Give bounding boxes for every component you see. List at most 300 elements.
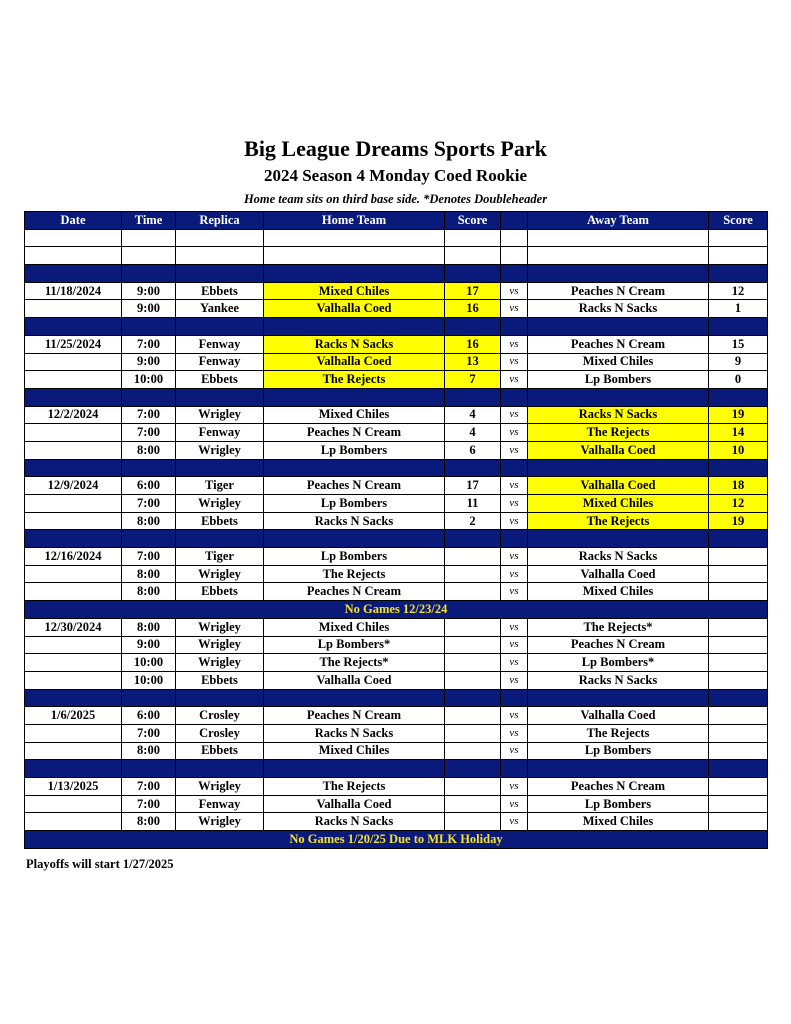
empty-cell bbox=[528, 229, 709, 247]
replica-cell: Wrigley bbox=[176, 618, 264, 636]
vs-cell: vs bbox=[501, 371, 528, 389]
blank-row bbox=[25, 229, 768, 247]
replica-cell: Ebbets bbox=[176, 512, 264, 530]
column-header-vs bbox=[501, 212, 528, 230]
vs-cell: vs bbox=[501, 495, 528, 513]
date-cell bbox=[25, 813, 122, 831]
away-score-cell: 9 bbox=[709, 353, 768, 371]
vs-cell: vs bbox=[501, 654, 528, 672]
separator-cell bbox=[709, 530, 768, 548]
home-score-cell bbox=[445, 618, 501, 636]
vs-cell: vs bbox=[501, 565, 528, 583]
home-score-cell: 17 bbox=[445, 477, 501, 495]
away-score-cell bbox=[709, 813, 768, 831]
away-score-cell: 12 bbox=[709, 282, 768, 300]
home-cell: The Rejects bbox=[264, 371, 445, 389]
separator-cell bbox=[501, 459, 528, 477]
notice-banner: No Games 12/23/24 bbox=[25, 601, 768, 619]
separator-cell bbox=[528, 459, 709, 477]
replica-cell: Crosley bbox=[176, 707, 264, 725]
home-score-cell bbox=[445, 778, 501, 796]
time-cell: 8:00 bbox=[122, 441, 176, 459]
date-cell bbox=[25, 583, 122, 601]
vs-cell: vs bbox=[501, 424, 528, 442]
separator-cell bbox=[445, 459, 501, 477]
time-cell: 9:00 bbox=[122, 282, 176, 300]
date-cell: 12/9/2024 bbox=[25, 477, 122, 495]
vs-cell: vs bbox=[501, 548, 528, 566]
away-cell: Valhalla Coed bbox=[528, 565, 709, 583]
home-cell: Peaches N Cream bbox=[264, 707, 445, 725]
date-cell bbox=[25, 671, 122, 689]
notice-row bbox=[25, 831, 768, 849]
away-cell: Racks N Sacks bbox=[528, 548, 709, 566]
home-cell: Racks N Sacks bbox=[264, 813, 445, 831]
home-cell: Valhalla Coed bbox=[264, 353, 445, 371]
separator-cell bbox=[709, 388, 768, 406]
away-score-cell bbox=[709, 548, 768, 566]
playoffs-note: Playoffs will start 1/27/2025 bbox=[26, 857, 174, 871]
time-cell: 7:00 bbox=[122, 548, 176, 566]
home-score-cell: 13 bbox=[445, 353, 501, 371]
replica-cell: Fenway bbox=[176, 353, 264, 371]
home-cell: Mixed Chiles bbox=[264, 406, 445, 424]
separator-cell bbox=[501, 530, 528, 548]
game-row bbox=[25, 441, 768, 459]
vs-cell: vs bbox=[501, 742, 528, 760]
home-score-cell bbox=[445, 636, 501, 654]
away-score-cell bbox=[709, 742, 768, 760]
separator-cell bbox=[709, 265, 768, 283]
replica-cell: Ebbets bbox=[176, 742, 264, 760]
home-score-cell: 17 bbox=[445, 282, 501, 300]
separator-cell bbox=[445, 265, 501, 283]
replica-cell: Tiger bbox=[176, 477, 264, 495]
home-score-cell bbox=[445, 565, 501, 583]
separator-cell bbox=[501, 760, 528, 778]
game-row bbox=[25, 742, 768, 760]
home-score-cell: 16 bbox=[445, 300, 501, 318]
separator-cell bbox=[122, 530, 176, 548]
separator-cell bbox=[122, 265, 176, 283]
game-row bbox=[25, 406, 768, 424]
replica-cell: Wrigley bbox=[176, 406, 264, 424]
away-score-cell: 12 bbox=[709, 495, 768, 513]
home-score-cell bbox=[445, 707, 501, 725]
home-cell: The Rejects bbox=[264, 778, 445, 796]
away-cell: Lp Bombers bbox=[528, 742, 709, 760]
separator-cell bbox=[25, 689, 122, 707]
separator-cell bbox=[445, 318, 501, 336]
separator-cell bbox=[122, 318, 176, 336]
vs-cell: vs bbox=[501, 512, 528, 530]
home-score-cell: 7 bbox=[445, 371, 501, 389]
home-cell: Racks N Sacks bbox=[264, 724, 445, 742]
schedule-note: Home team sits on third base side. *Denotes Doubleheader bbox=[243, 192, 548, 206]
time-cell: 6:00 bbox=[122, 707, 176, 725]
vs-cell: vs bbox=[501, 583, 528, 601]
replica-cell: Wrigley bbox=[176, 441, 264, 459]
game-row bbox=[25, 477, 768, 495]
separator-cell bbox=[176, 318, 264, 336]
away-cell: Lp Bombers bbox=[528, 795, 709, 813]
column-header-away-score: Score bbox=[709, 212, 768, 230]
away-score-cell bbox=[709, 724, 768, 742]
game-row bbox=[25, 636, 768, 654]
home-cell: Lp Bombers bbox=[264, 548, 445, 566]
game-row bbox=[25, 282, 768, 300]
game-row bbox=[25, 724, 768, 742]
time-cell: 7:00 bbox=[122, 424, 176, 442]
empty-cell bbox=[709, 247, 768, 265]
replica-cell: Fenway bbox=[176, 795, 264, 813]
replica-cell: Wrigley bbox=[176, 654, 264, 672]
game-row bbox=[25, 335, 768, 353]
column-header-away-team: Away Team bbox=[528, 212, 709, 230]
away-score-cell: 1 bbox=[709, 300, 768, 318]
replica-cell: Wrigley bbox=[176, 495, 264, 513]
game-row bbox=[25, 654, 768, 672]
away-cell: The Rejects bbox=[528, 724, 709, 742]
empty-cell bbox=[528, 247, 709, 265]
home-cell: Lp Bombers* bbox=[264, 636, 445, 654]
separator-row bbox=[25, 689, 768, 707]
column-header-home-score: Score bbox=[445, 212, 501, 230]
column-header-time: Time bbox=[122, 212, 176, 230]
away-cell: Peaches N Cream bbox=[528, 335, 709, 353]
separator-cell bbox=[528, 265, 709, 283]
home-score-cell bbox=[445, 548, 501, 566]
separator-cell bbox=[264, 530, 445, 548]
separator-cell bbox=[264, 689, 445, 707]
home-cell: Racks N Sacks bbox=[264, 512, 445, 530]
empty-cell bbox=[25, 247, 122, 265]
replica-cell: Wrigley bbox=[176, 778, 264, 796]
schedule-table bbox=[24, 211, 768, 849]
empty-cell bbox=[264, 247, 445, 265]
separator-cell bbox=[176, 459, 264, 477]
date-cell: 11/18/2024 bbox=[25, 282, 122, 300]
home-cell: Mixed Chiles bbox=[264, 742, 445, 760]
away-score-cell: 19 bbox=[709, 512, 768, 530]
separator-cell bbox=[176, 530, 264, 548]
home-score-cell: 11 bbox=[445, 495, 501, 513]
separator-row bbox=[25, 530, 768, 548]
replica-cell: Ebbets bbox=[176, 371, 264, 389]
date-cell bbox=[25, 495, 122, 513]
home-score-cell: 2 bbox=[445, 512, 501, 530]
separator-cell bbox=[709, 689, 768, 707]
away-score-cell bbox=[709, 707, 768, 725]
vs-cell: vs bbox=[501, 406, 528, 424]
replica-cell: Wrigley bbox=[176, 565, 264, 583]
game-row bbox=[25, 565, 768, 583]
game-row bbox=[25, 512, 768, 530]
home-cell: Peaches N Cream bbox=[264, 424, 445, 442]
home-score-cell bbox=[445, 671, 501, 689]
away-cell: Peaches N Cream bbox=[528, 282, 709, 300]
home-score-cell: 6 bbox=[445, 441, 501, 459]
time-cell: 9:00 bbox=[122, 300, 176, 318]
away-cell: Mixed Chiles bbox=[528, 583, 709, 601]
away-cell: Peaches N Cream bbox=[528, 636, 709, 654]
time-cell: 6:00 bbox=[122, 477, 176, 495]
away-score-cell bbox=[709, 565, 768, 583]
game-row bbox=[25, 671, 768, 689]
game-row bbox=[25, 353, 768, 371]
time-cell: 9:00 bbox=[122, 636, 176, 654]
vs-cell: vs bbox=[501, 795, 528, 813]
separator-cell bbox=[709, 459, 768, 477]
separator-cell bbox=[501, 388, 528, 406]
separator-cell bbox=[501, 689, 528, 707]
blank-row bbox=[25, 247, 768, 265]
home-cell: The Rejects bbox=[264, 565, 445, 583]
date-cell: 1/13/2025 bbox=[25, 778, 122, 796]
away-cell: Mixed Chiles bbox=[528, 813, 709, 831]
separator-cell bbox=[176, 760, 264, 778]
separator-cell bbox=[501, 265, 528, 283]
away-score-cell bbox=[709, 795, 768, 813]
away-cell: Valhalla Coed bbox=[528, 477, 709, 495]
game-row bbox=[25, 795, 768, 813]
separator-cell bbox=[528, 318, 709, 336]
separator-cell bbox=[445, 388, 501, 406]
home-score-cell bbox=[445, 724, 501, 742]
home-cell: Mixed Chiles bbox=[264, 282, 445, 300]
away-score-cell: 14 bbox=[709, 424, 768, 442]
date-cell: 1/6/2025 bbox=[25, 707, 122, 725]
separator-cell bbox=[709, 318, 768, 336]
date-cell: 12/16/2024 bbox=[25, 548, 122, 566]
replica-cell: Wrigley bbox=[176, 636, 264, 654]
replica-cell: Ebbets bbox=[176, 583, 264, 601]
time-cell: 8:00 bbox=[122, 565, 176, 583]
away-score-cell bbox=[709, 636, 768, 654]
date-cell bbox=[25, 441, 122, 459]
column-header-date: Date bbox=[25, 212, 122, 230]
separator-cell bbox=[25, 459, 122, 477]
separator-cell bbox=[25, 760, 122, 778]
separator-cell bbox=[264, 265, 445, 283]
home-cell: Racks N Sacks bbox=[264, 335, 445, 353]
separator-cell bbox=[176, 265, 264, 283]
time-cell: 7:00 bbox=[122, 795, 176, 813]
home-score-cell bbox=[445, 654, 501, 672]
column-header-replica: Replica bbox=[176, 212, 264, 230]
separator-cell bbox=[528, 760, 709, 778]
vs-cell: vs bbox=[501, 813, 528, 831]
away-score-cell: 10 bbox=[709, 441, 768, 459]
away-cell: Peaches N Cream bbox=[528, 778, 709, 796]
time-cell: 7:00 bbox=[122, 406, 176, 424]
away-score-cell bbox=[709, 583, 768, 601]
separator-cell bbox=[122, 689, 176, 707]
vs-cell: vs bbox=[501, 707, 528, 725]
replica-cell: Crosley bbox=[176, 724, 264, 742]
game-row bbox=[25, 548, 768, 566]
home-cell: Lp Bombers bbox=[264, 495, 445, 513]
empty-cell bbox=[709, 229, 768, 247]
away-cell: Valhalla Coed bbox=[528, 441, 709, 459]
time-cell: 10:00 bbox=[122, 371, 176, 389]
away-cell: Valhalla Coed bbox=[528, 707, 709, 725]
time-cell: 10:00 bbox=[122, 654, 176, 672]
empty-cell bbox=[176, 247, 264, 265]
time-cell: 9:00 bbox=[122, 353, 176, 371]
home-cell: Lp Bombers bbox=[264, 441, 445, 459]
vs-cell: vs bbox=[501, 335, 528, 353]
home-cell: Mixed Chiles bbox=[264, 618, 445, 636]
separator-cell bbox=[122, 459, 176, 477]
date-cell bbox=[25, 300, 122, 318]
replica-cell: Yankee bbox=[176, 300, 264, 318]
away-cell: Lp Bombers* bbox=[528, 654, 709, 672]
home-score-cell: 4 bbox=[445, 424, 501, 442]
away-score-cell bbox=[709, 671, 768, 689]
separator-cell bbox=[264, 388, 445, 406]
home-cell: The Rejects* bbox=[264, 654, 445, 672]
away-cell: The Rejects bbox=[528, 424, 709, 442]
separator-cell bbox=[25, 530, 122, 548]
separator-row bbox=[25, 318, 768, 336]
away-score-cell: 19 bbox=[709, 406, 768, 424]
away-cell: The Rejects bbox=[528, 512, 709, 530]
vs-cell: vs bbox=[501, 636, 528, 654]
away-cell: The Rejects* bbox=[528, 618, 709, 636]
home-score-cell bbox=[445, 813, 501, 831]
notice-banner: No Games 1/20/25 Due to MLK Holiday bbox=[25, 831, 768, 849]
date-cell bbox=[25, 512, 122, 530]
vs-cell: vs bbox=[501, 618, 528, 636]
separator-cell bbox=[709, 760, 768, 778]
game-row bbox=[25, 813, 768, 831]
page-subtitle: 2024 Season 4 Monday Coed Rookie bbox=[263, 166, 528, 185]
separator-cell bbox=[528, 530, 709, 548]
separator-cell bbox=[501, 318, 528, 336]
home-cell: Peaches N Cream bbox=[264, 477, 445, 495]
date-cell bbox=[25, 795, 122, 813]
notice-row bbox=[25, 601, 768, 619]
game-row bbox=[25, 495, 768, 513]
separator-cell bbox=[445, 760, 501, 778]
away-score-cell: 18 bbox=[709, 477, 768, 495]
date-cell bbox=[25, 424, 122, 442]
replica-cell: Tiger bbox=[176, 548, 264, 566]
header-row bbox=[25, 212, 768, 230]
vs-cell: vs bbox=[501, 724, 528, 742]
empty-cell bbox=[445, 229, 501, 247]
home-score-cell bbox=[445, 583, 501, 601]
replica-cell: Ebbets bbox=[176, 671, 264, 689]
replica-cell: Fenway bbox=[176, 335, 264, 353]
separator-cell bbox=[25, 318, 122, 336]
time-cell: 8:00 bbox=[122, 742, 176, 760]
separator-cell bbox=[25, 388, 122, 406]
away-score-cell: 0 bbox=[709, 371, 768, 389]
replica-cell: Fenway bbox=[176, 424, 264, 442]
away-cell: Racks N Sacks bbox=[528, 671, 709, 689]
time-cell: 8:00 bbox=[122, 813, 176, 831]
replica-cell: Wrigley bbox=[176, 813, 264, 831]
game-row bbox=[25, 300, 768, 318]
separator-cell bbox=[176, 689, 264, 707]
home-cell: Valhalla Coed bbox=[264, 671, 445, 689]
separator-cell bbox=[445, 689, 501, 707]
date-cell bbox=[25, 742, 122, 760]
vs-cell: vs bbox=[501, 441, 528, 459]
time-cell: 7:00 bbox=[122, 495, 176, 513]
separator-cell bbox=[264, 459, 445, 477]
away-cell: Racks N Sacks bbox=[528, 406, 709, 424]
time-cell: 8:00 bbox=[122, 583, 176, 601]
time-cell: 7:00 bbox=[122, 778, 176, 796]
away-cell: Lp Bombers bbox=[528, 371, 709, 389]
empty-cell bbox=[122, 229, 176, 247]
away-score-cell bbox=[709, 654, 768, 672]
time-cell: 8:00 bbox=[122, 618, 176, 636]
home-cell: Valhalla Coed bbox=[264, 795, 445, 813]
separator-row bbox=[25, 388, 768, 406]
vs-cell: vs bbox=[501, 353, 528, 371]
empty-cell bbox=[445, 247, 501, 265]
empty-cell bbox=[176, 229, 264, 247]
vs-cell: vs bbox=[501, 671, 528, 689]
game-row bbox=[25, 618, 768, 636]
date-cell bbox=[25, 565, 122, 583]
time-cell: 8:00 bbox=[122, 512, 176, 530]
game-row bbox=[25, 583, 768, 601]
empty-cell bbox=[122, 247, 176, 265]
date-cell: 11/25/2024 bbox=[25, 335, 122, 353]
separator-cell bbox=[528, 689, 709, 707]
away-cell: Mixed Chiles bbox=[528, 353, 709, 371]
separator-cell bbox=[528, 388, 709, 406]
game-row bbox=[25, 371, 768, 389]
game-row bbox=[25, 778, 768, 796]
separator-cell bbox=[445, 530, 501, 548]
date-cell bbox=[25, 724, 122, 742]
away-score-cell: 15 bbox=[709, 335, 768, 353]
time-cell: 7:00 bbox=[122, 724, 176, 742]
separator-cell bbox=[25, 265, 122, 283]
vs-cell: vs bbox=[501, 778, 528, 796]
away-score-cell bbox=[709, 618, 768, 636]
separator-row bbox=[25, 265, 768, 283]
replica-cell: Ebbets bbox=[176, 282, 264, 300]
time-cell: 10:00 bbox=[122, 671, 176, 689]
separator-cell bbox=[122, 760, 176, 778]
date-cell bbox=[25, 371, 122, 389]
away-cell: Racks N Sacks bbox=[528, 300, 709, 318]
vs-cell: vs bbox=[501, 282, 528, 300]
schedule-body bbox=[25, 229, 768, 848]
separator-cell bbox=[176, 388, 264, 406]
page-title: Big League Dreams Sports Park bbox=[244, 136, 547, 161]
home-score-cell bbox=[445, 742, 501, 760]
vs-cell: vs bbox=[501, 300, 528, 318]
column-header-home-team: Home Team bbox=[264, 212, 445, 230]
date-cell bbox=[25, 654, 122, 672]
home-cell: Valhalla Coed bbox=[264, 300, 445, 318]
date-cell bbox=[25, 636, 122, 654]
home-cell: Peaches N Cream bbox=[264, 583, 445, 601]
game-row bbox=[25, 707, 768, 725]
vs-cell: vs bbox=[501, 477, 528, 495]
separator-row bbox=[25, 459, 768, 477]
away-cell: Mixed Chiles bbox=[528, 495, 709, 513]
separator-cell bbox=[264, 760, 445, 778]
